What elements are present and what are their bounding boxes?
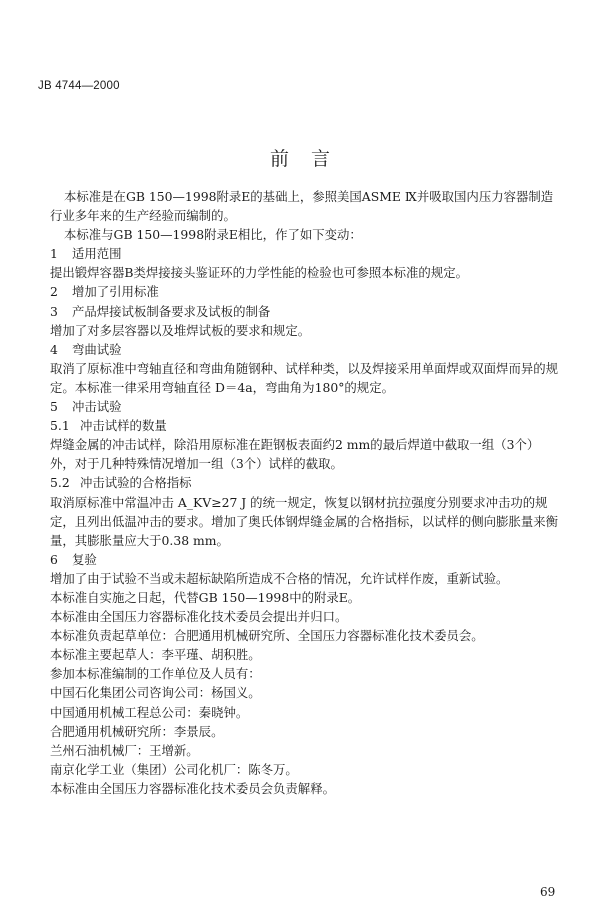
section-heading xyxy=(50,282,564,301)
section-body: 提出锻焊容器B类焊接接头鉴证环的力学性能的检验也可参照本标准的规定。 xyxy=(50,265,468,281)
drafters-statement: 本标准主要起草人：李平瑾、胡积胜。 xyxy=(50,647,261,663)
subsection-body: 取消原标准中常温冲击 A_KV≥27 J 的统一规定，恢复以钢材抗拉强度分别要求冲击功的规定，且列出低温冲击的要求。增加了奥氏体钢焊缝金属的合格指标，以试样的侧向膨胀量来衡量，其膨胀量应大于0.38 mm。 xyxy=(50,494,559,548)
section-heading xyxy=(50,340,564,359)
section-number: 6 xyxy=(50,551,58,567)
section-title: 冲击试验 xyxy=(72,399,122,415)
subsection-body: 焊缝金属的冲击试样，除沿用原标准在距钢板表面约2 mm的最后焊道中截取一组（3个）外，对于几种特殊情况增加一组（3个）试样的截取。 xyxy=(50,437,540,472)
section-title: 弯曲试验 xyxy=(72,341,122,357)
participant-item: 兰州石油机械厂：王增新。 xyxy=(50,742,199,758)
section-body: 增加了对多层容器以及堆焊试板的要求和规定。 xyxy=(50,322,311,338)
standard-code: JB 4744—2000 xyxy=(38,80,120,92)
subsection-title: 冲击试验的合格指标 xyxy=(80,475,192,491)
proposed-statement: 本标准由全国压力容器标准化技术委员会提出并归口。 xyxy=(50,609,348,625)
subsection-title: 冲击试样的数量 xyxy=(80,418,167,434)
section-heading xyxy=(50,397,564,416)
section-heading xyxy=(50,302,564,321)
page-number: 69 xyxy=(540,885,556,899)
subsection-heading xyxy=(50,473,564,492)
intro-paragraph: 本标准是在GB 150—1998附录E的基础上，参照美国ASME Ⅸ并吸取国内压力容器制造行业多年来的生产经验而编制的。 xyxy=(50,189,554,224)
section-title: 产品焊接试板制备要求及试板的制备 xyxy=(72,303,271,319)
participant-item: 中国通用机械工程总公司：秦晓钟。 xyxy=(50,704,249,720)
section-number: 5 xyxy=(50,399,58,415)
section-number: 4 xyxy=(50,341,58,357)
participants-intro: 参加本标准编制的工作单位及人员有： xyxy=(50,666,261,682)
section-number: 1 xyxy=(50,246,58,262)
participant-item: 中国石化集团公司咨询公司：杨国义。 xyxy=(50,685,261,701)
section-number: 2 xyxy=(50,284,58,300)
changes-intro: 本标准与GB 150—1998附录E相比，作了如下变动： xyxy=(64,227,362,243)
drafting-units-statement: 本标准负责起草单位：合肥通用机械研究所、全国压力容器标准化技术委员会。 xyxy=(50,628,484,644)
subsection-number: 5.2 xyxy=(50,475,70,491)
subsection-heading xyxy=(50,416,564,435)
section-body: 取消了原标准中弯轴直径和弯曲角随钢种、试样种类，以及焊接采用单面焊或双面焊而异的规定。本标准一律采用弯轴直径 D＝4a，弯曲角为180°的规定。 xyxy=(50,360,559,395)
section-heading xyxy=(50,244,564,263)
section-title: 增加了引用标准 xyxy=(72,284,159,300)
participant-item: 合肥通用机械研究所：李景辰。 xyxy=(50,723,224,739)
participant-item: 南京化学工业（集团）公司化机厂：陈冬万。 xyxy=(50,761,298,777)
foreword-body xyxy=(50,187,564,798)
section-number: 3 xyxy=(50,303,58,319)
section-title: 复验 xyxy=(72,551,97,567)
subsection-number: 5.1 xyxy=(50,418,70,434)
section-heading xyxy=(50,550,564,569)
effective-statement: 本标准自实施之日起，代替GB 150—1998中的附录E。 xyxy=(50,589,361,605)
section-title: 适用范围 xyxy=(72,246,122,262)
section-body: 增加了由于试验不当或未超标缺陷所造成不合格的情况，允许试样作废，重新试验。 xyxy=(50,570,509,586)
page-title: 前言 xyxy=(269,148,352,170)
interpretation-statement: 本标准由全国压力容器标准化技术委员会负责解释。 xyxy=(50,780,335,796)
